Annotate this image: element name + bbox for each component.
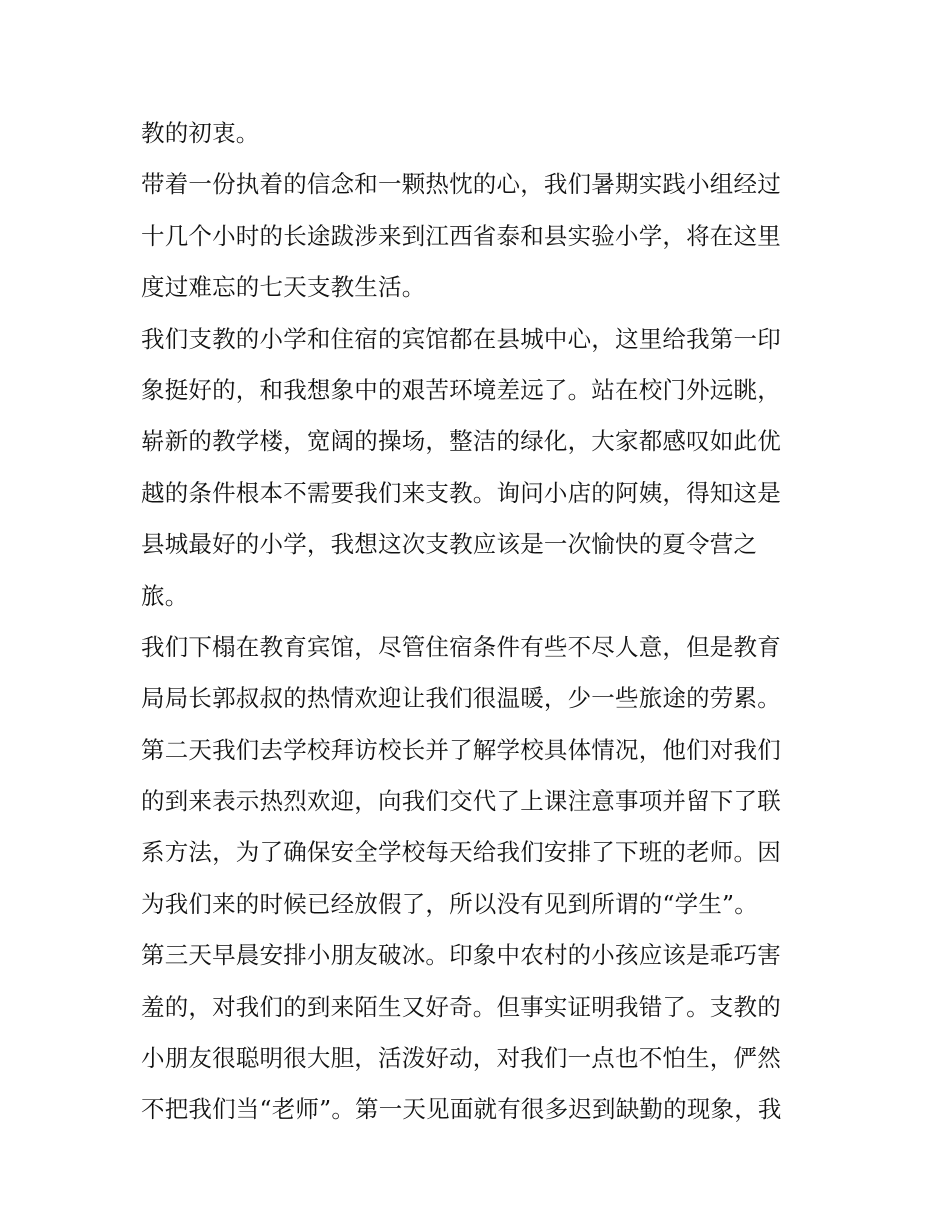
text-line: 带着一份执着的信念和一颗热忱的心，我们暑期实践小组经过 bbox=[141, 170, 781, 199]
text-line: 县城最好的小学，我想这次支教应该是一次愉快的夏令营之 bbox=[141, 530, 758, 559]
text-line: 越的条件根本不需要我们来支教。询问小店的阿姨，得知这是 bbox=[141, 478, 781, 507]
text-line: 象挺好的，和我想象中的艰苦环境差远了。站在校门外远眺， bbox=[141, 375, 781, 404]
text-line: 教的初衷。 bbox=[141, 119, 260, 147]
document-body bbox=[141, 108, 813, 1136]
text-line: 崭新的教学楼，宽阔的操场，整洁的绿化，大家都感叹如此优 bbox=[141, 427, 781, 456]
text-line: 我们下榻在教育宾馆，尽管住宿条件有些不尽人意，但是教育 bbox=[141, 632, 781, 661]
text-line: 小朋友很聪明很大胆，活泼好动，对我们一点也不怕生，俨然 bbox=[141, 1044, 781, 1073]
text-line: 我们支教的小学和住宿的宾馆都在县城中心，这里给我第一印 bbox=[141, 324, 781, 353]
text-line: 不把我们当“老师”。第一天见面就有很多迟到缺勤的现象，我 bbox=[141, 1095, 782, 1124]
text-line: 旅。 bbox=[141, 581, 189, 610]
text-line: 局局长郭叔叔的热情欢迎让我们很温暖，少一些旅途的劳累。 bbox=[141, 684, 781, 713]
text-line: 羞的，对我们的到来陌生又好奇。但事实证明我错了。支教的 bbox=[141, 992, 781, 1021]
text-line: 十几个小时的长途跋涉来到江西省泰和县实验小学，将在这里 bbox=[141, 221, 781, 250]
text-line: 度过难忘的七天支教生活。 bbox=[141, 273, 426, 302]
text-line: 的到来表示热烈欢迎，向我们交代了上课注意事项并留下了联 bbox=[141, 787, 781, 816]
text-line: 为我们来的时候已经放假了，所以没有见到所谓的“学生”。 bbox=[141, 889, 758, 918]
text-line: 系方法，为了确保安全学校每天给我们安排了下班的老师。因 bbox=[141, 838, 781, 867]
text-line: 第二天我们去学校拜访校长并了解学校具体情况，他们对我们 bbox=[141, 735, 781, 764]
text-line: 第三天早晨安排小朋友破冰。印象中农村的小孩应该是乖巧害 bbox=[141, 941, 781, 970]
